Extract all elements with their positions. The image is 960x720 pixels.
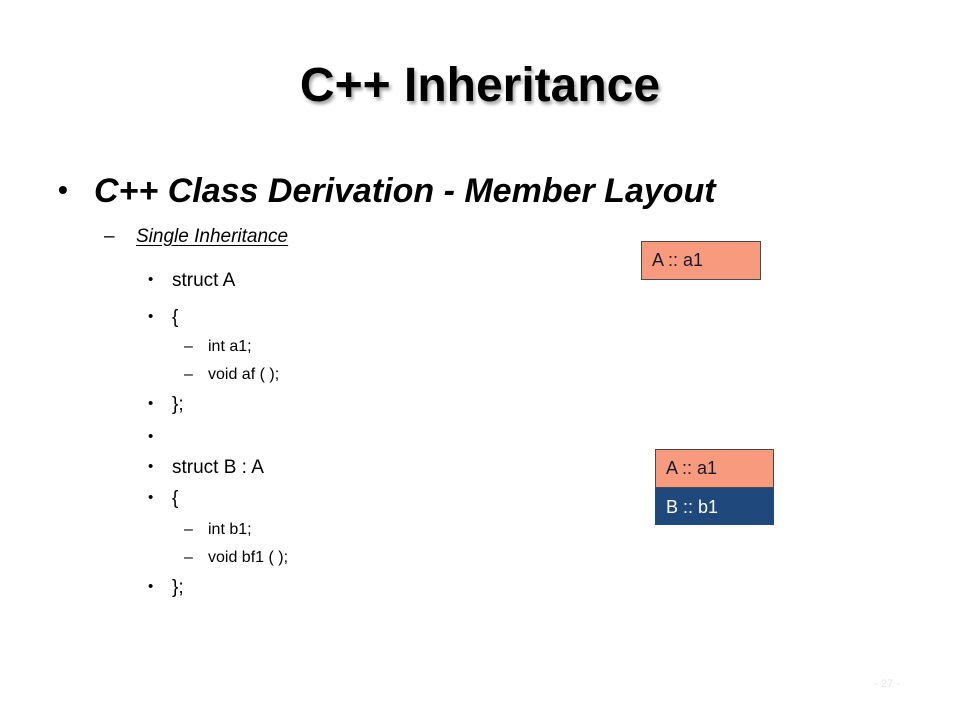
member-text: void bf1 ( );: [208, 549, 289, 566]
main-bullet: [58, 172, 716, 211]
member-line: [184, 366, 279, 384]
bullet-marker: •: [148, 489, 154, 506]
member-text: void af ( );: [208, 366, 280, 383]
bullet-marker: •: [148, 428, 154, 445]
code-text: };: [172, 577, 184, 598]
bullet-marker: •: [148, 395, 154, 412]
layout-b-member-a1: A :: a1: [655, 449, 774, 488]
member-text: int b1;: [208, 521, 252, 538]
code-line: [148, 427, 172, 449]
code-line: [148, 488, 178, 510]
code-text: struct B : A: [172, 457, 264, 478]
dash-marker: –: [184, 521, 193, 538]
layout-a-member-a1: A :: a1: [641, 241, 761, 280]
layout-b-member-b1: B :: b1: [655, 488, 774, 525]
bullet-marker: •: [148, 308, 154, 325]
code-line: [148, 577, 184, 599]
code-text: struct A: [172, 270, 236, 291]
code-line: [148, 394, 184, 416]
code-line: [148, 270, 235, 292]
code-line: [148, 307, 178, 329]
member-text: int a1;: [208, 338, 252, 355]
member-line: [184, 521, 252, 539]
main-bullet-text: C++ Class Derivation - Member Layout: [94, 172, 716, 210]
code-line: [148, 457, 264, 479]
bullet-marker: •: [148, 458, 154, 475]
member-line: [184, 338, 252, 356]
code-text: };: [172, 394, 184, 415]
page-number: - 27 -: [874, 678, 900, 690]
bullet-marker: •: [148, 271, 154, 288]
bullet-marker: •: [58, 174, 68, 205]
code-text: {: [172, 307, 179, 328]
dash-marker: –: [104, 226, 115, 247]
dash-marker: –: [184, 549, 193, 566]
member-line: [184, 549, 288, 567]
sub-bullet-text: Single Inheritance: [136, 226, 289, 247]
dash-marker: –: [184, 338, 193, 355]
sub-bullet: [104, 226, 288, 248]
dash-marker: –: [184, 366, 193, 383]
slide-title: C++ Inheritance: [299, 59, 661, 112]
bullet-marker: •: [148, 578, 154, 595]
code-text: {: [172, 488, 179, 509]
